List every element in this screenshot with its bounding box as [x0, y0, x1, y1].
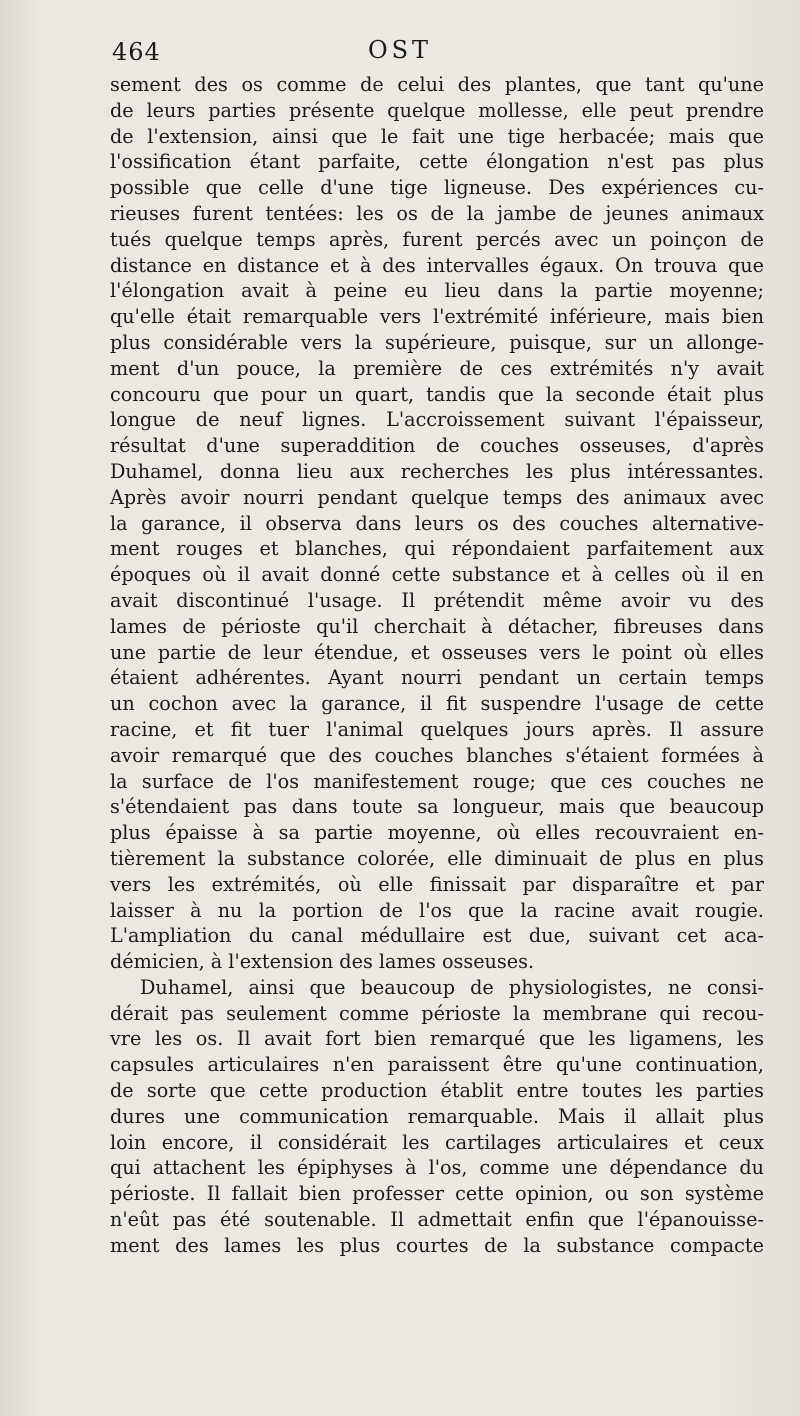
- text-line: lames de périoste qu'il cherchait à détacher, fibreuses dans: [110, 614, 764, 638]
- text-line: plus considérable vers la supérieure, puisque, sur un allonge-: [110, 330, 764, 354]
- text-line: L'ampliation du canal médullaire est due, suivant cet aca-: [110, 924, 764, 948]
- text-line: rieuses furent tentées: les os de la jambe de jeunes animaux: [110, 201, 764, 225]
- text-line: dures une communication remarquable. Mais il allait plus: [110, 1104, 764, 1128]
- text-line: longue de neuf lignes. L'accroissement suivant l'épaisseur,: [110, 408, 764, 432]
- text-line: racine, et fit tuer l'animal quelques jours après. Il assure: [110, 717, 764, 741]
- text-line: vers les extrémités, où elle finissait par disparaître et par: [110, 872, 764, 896]
- text-line: avoir remarqué que des couches blanches s'étaient formées à: [110, 743, 764, 767]
- paragraph: [110, 975, 764, 1259]
- page-number: 464: [112, 38, 161, 66]
- text-line: loin encore, il considérait les cartilages articulaires et ceux: [110, 1130, 764, 1154]
- text-line: distance en distance et à des intervalles égaux. On trouva que: [110, 253, 764, 277]
- text-line: qui attachent les épiphyses à l'os, comme une dépendance du: [110, 1156, 764, 1180]
- text-line: laisser à nu la portion de l'os que la racine avait rougie.: [110, 898, 764, 922]
- text-line: dérait pas seulement comme périoste la membrane qui recou-: [110, 1001, 764, 1025]
- text-line: ment des lames les plus courtes de la substance compacte: [110, 1233, 764, 1257]
- text-line: étaient adhérentes. Ayant nourri pendant un certain temps: [110, 666, 764, 690]
- text-line: démicien, à l'extension des lames osseuses.: [110, 950, 535, 974]
- text-line: ment rouges et blanches, qui répondaient parfaitement aux: [110, 537, 764, 561]
- body-text: [110, 72, 764, 1259]
- paragraph: [110, 72, 764, 975]
- text-line: une partie de leur étendue, et osseuses vers le point où elles: [110, 640, 764, 664]
- text-line: sement des os comme de celui des plantes, que tant qu'une: [110, 73, 764, 96]
- text-line: plus épaisse à sa partie moyenne, où elles recouvraient en-: [110, 821, 764, 845]
- text-line: qu'elle était remarquable vers l'extrémité inférieure, mais bien: [110, 305, 764, 329]
- text-line: n'eût pas été soutenable. Il admettait enfin que l'épanouisse-: [110, 1208, 764, 1232]
- text-line: vre les os. Il avait fort bien remarqué que les ligamens, les: [110, 1027, 764, 1051]
- text-line: s'étendaient pas dans toute sa longueur, mais que beaucoup: [110, 795, 764, 819]
- text-line: l'ossification étant parfaite, cette élongation n'est pas plus: [110, 150, 764, 174]
- text-line: périoste. Il fallait bien professer cette opinion, ou son système: [110, 1182, 764, 1206]
- text-line: avait discontinué l'usage. Il prétendit même avoir vu des: [110, 588, 764, 612]
- text-line: tués quelque temps après, furent percés avec un poinçon de: [110, 227, 764, 251]
- text-line: de l'extension, ainsi que le fait une tige herbacée; mais que: [110, 124, 764, 148]
- text-line: un cochon avec la garance, il fit suspendre l'usage de cette: [110, 692, 764, 716]
- text-line: possible que celle d'une tige ligneuse. Des expériences cu-: [110, 176, 764, 200]
- text-line: Après avoir nourri pendant quelque temps des animaux avec: [110, 485, 764, 509]
- text-line: résultat d'une superaddition de couches osseuses, d'après: [110, 434, 764, 458]
- text-line: concouru que pour un quart, tandis que la seconde était plus: [110, 382, 764, 406]
- text-line: la surface de l'os manifestement rouge; que ces couches ne: [110, 769, 764, 793]
- text-line: de leurs parties présente quelque mollesse, elle peut prendre: [110, 98, 764, 122]
- text-line: tièrement la substance colorée, elle diminuait de plus en plus: [110, 846, 764, 870]
- text-line: ment d'un pouce, la première de ces extrémités n'y avait: [110, 356, 764, 380]
- text-line: l'élongation avait à peine eu lieu dans la partie moyenne;: [110, 279, 764, 303]
- text-line: Duhamel, ainsi que beaucoup de physiologistes, ne consi-: [140, 975, 764, 999]
- text-line: de sorte que cette production établit entre toutes les parties: [110, 1079, 764, 1103]
- text-line: époques où il avait donné cette substance et à celles où il en: [110, 563, 764, 587]
- text-line: la garance, il observa dans leurs os des couches alternative-: [110, 511, 764, 535]
- text-line: capsules articulaires n'en paraissent être qu'une continuation,: [110, 1053, 764, 1077]
- text-line: Duhamel, donna lieu aux recherches les plus intéressantes.: [110, 459, 764, 483]
- running-head: OST: [367, 36, 433, 64]
